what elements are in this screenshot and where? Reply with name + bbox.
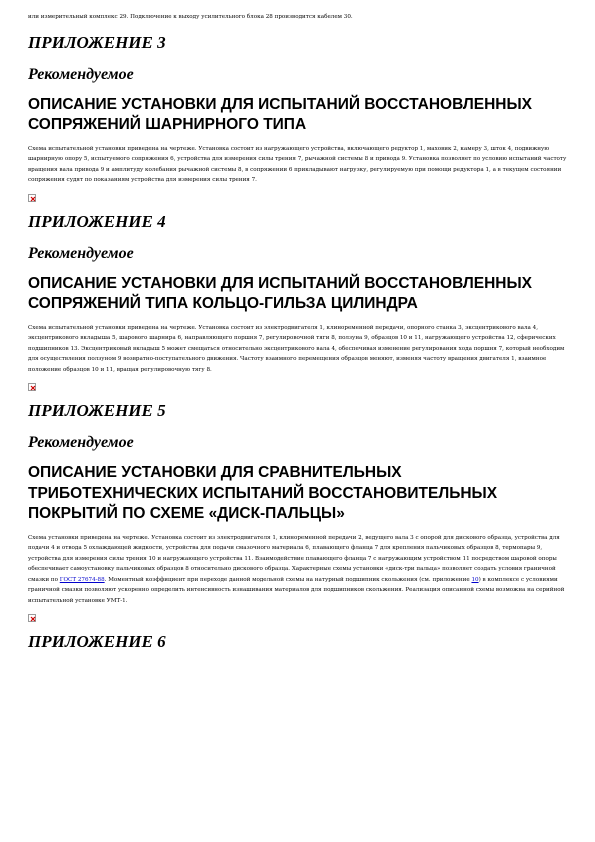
- gost-link[interactable]: ГОСТ 27674-88: [59, 576, 105, 583]
- appendix-5-text-part-2: . Моментный коэффициент при переходе данной модельной схемы на натурный подшипник скольжения (см. приложение: [104, 576, 472, 583]
- appendix-3-text: Схема испытательной установки приведена на чертеже. Установка состоит из нагружающего устройства, включающего редуктор 1, маховик 2, камеру 3, шток 4, подвижную шарнирную опору 5, испытуемого сопряжения 6, устройства для измерения силы трения 7, рычажной системы 8 и привода 9. Установка позволяет по условию испытаний частоту вращения вала привода 9 и амплитуду колебания рычажной системы 8, в сопряжении 6 прикладывают нагрузку, регулируемую при помощи редуктора 1, а в текущем состоянии сопряжения судят по показаниям устройства для измерения силы трения 7.: [28, 145, 567, 183]
- appendix-6-heading: ПРИЛОЖЕНИЕ 6: [28, 632, 166, 651]
- appendix-5-heading: ПРИЛОЖЕНИЕ 5: [28, 401, 166, 420]
- appendix-4-broken-image-icon: [28, 383, 36, 391]
- appendix-3-recommended: Рекомендуемое: [28, 65, 134, 83]
- appendix-3-broken-image-icon: [28, 194, 36, 202]
- document-page: [28, 12, 570, 652]
- appendix-10-link[interactable]: 10: [471, 576, 479, 583]
- appendix-4-title: ОПИСАНИЕ УСТАНОВКИ ДЛЯ ИСПЫТАНИЙ ВОССТАНОВЛЕННЫХ СОПРЯЖЕНИЙ ТИПА КОЛЬЦО-ГИЛЬЗА ЦИЛИНДРА: [28, 274, 533, 312]
- appendix-5-recommended: Рекомендуемое: [28, 434, 134, 451]
- appendix-5-text-part-3: ) в комплексе с условиями граничной смазки позволяют ускоренно определить интенсивность изнашивания материалов для подшипников скольжения. Реализация описанной схемы возможна на серийной испытательной установке УМТ-1.: [28, 576, 565, 604]
- appendix-4-recommended: Рекомендуемое: [28, 244, 134, 262]
- appendix-4-heading: ПРИЛОЖЕНИЕ 4: [28, 211, 166, 231]
- appendix-5-text-part-1: Схема установки приведена на чертеже. Установка состоит из электродвигателя 1, клиноременной передачи 2, ведущего вала 3 с опорой для дискового образца, устройства для подачи 4 и отвода 5 охлаждающей жидкости, устройства для подачи смазочного материала 6, плавающего фланца 7 для крепления пальчиковых образцов 8, термопары 9, устройства для измерения силы трения 10 и нагружающего устройства 11. Взаимодействие плавающего фланца 7 с нагружающим устройством 11 посредством шаровой опоры обеспечивает самоустановку пальчиковых образцов 8 относительно дискового образца. Характерные схемы установки «диск-три пальца» позволяет создать условия граничной смазки по: [28, 534, 560, 583]
- appendix-3-title: ОПИСАНИЕ УСТАНОВКИ ДЛЯ ИСПЫТАНИЙ ВОССТАНОВЛЕННЫХ СОПРЯЖЕНИЙ ШАРНИРНОГО ТИПА: [28, 95, 533, 133]
- appendix-5-broken-image-icon: [28, 614, 36, 622]
- appendix-5-text: [28, 533, 570, 607]
- appendix-4-text: Схема испытательной установки приведена на чертеже. Установка состоит из электродвигателя 1, клиноременной передачи, опорного станка 3, эксцентрикового вала 4, эксцентрикового вкладыша 5, шарового шарнира 6, направляющего поршня 7, регулировочной тяги 8, ползуна 9, образцов 10 и 11, нагружающего устройства 12, сферических подшипников 13. Эксцентриковый вкладыш 5 может смещаться относительно эксцентрикового вала 4, обеспечивая изменение регулирования хода поршня 7, который необходим для осуществления ползуном 9 возвратно-поступательного движения. Частоту взаимного перемещения образцов меняют, изменяя частоту вращения двигателя 1, взаимное положение образцов 10 и 11, вращая регулировочную тягу 8.: [28, 324, 565, 373]
- appendix-3-heading: ПРИЛОЖЕНИЕ 3: [28, 32, 166, 52]
- intro-line: или измерительный комплекс 29. Подключение к выходу усилительного блока 28 производится кабелем 30.: [28, 14, 353, 20]
- appendix-5-title: ОПИСАНИЕ УСТАНОВКИ ДЛЯ СРАВНИТЕЛЬНЫХ ТРИБОТЕХНИЧЕСКИХ ИСПЫТАНИЙ ВОССТАНОВИТЕЛЬНЫХ ПОКРЫТИЙ ПО СХЕМЕ «ДИСК-ПАЛЬЦЫ»: [28, 464, 498, 522]
